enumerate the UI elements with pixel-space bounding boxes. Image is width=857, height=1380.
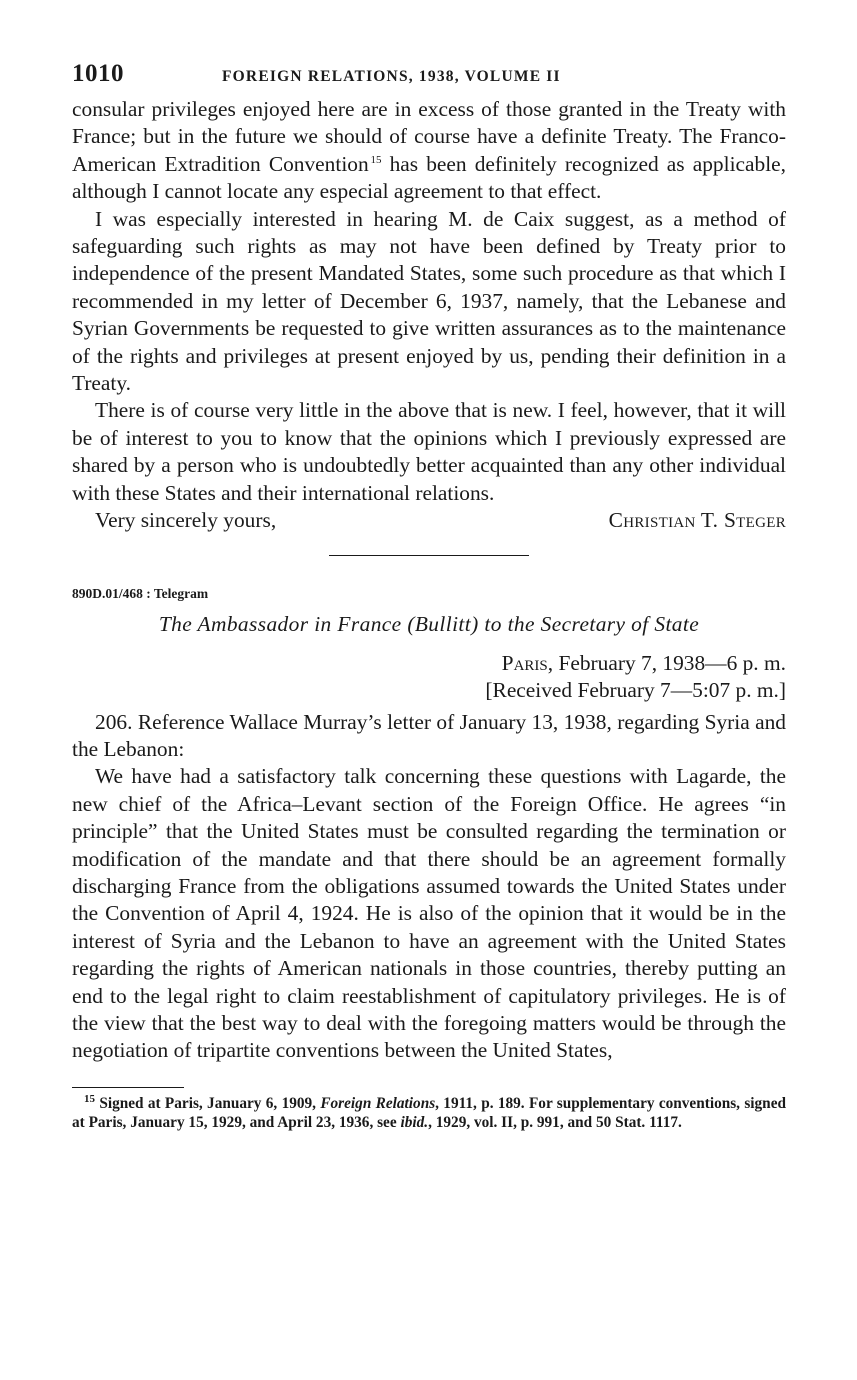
received-line: [Received February 7—5:07 p. m.] <box>485 677 786 702</box>
footnote <box>72 1094 786 1133</box>
footnote-rule <box>72 1087 184 1088</box>
telegram-paragraph-2: We have had a satisfactory talk concerning these questions with Lagarde, the new chief of the Africa–Levant section of the Foreign Office. He agrees “in principle” that the United States must be consulted regarding the termination or modification of the mandate and that there should be an agreement formally discharging France from the obligations assumed towards the United States under the Convention of April 4, 1924. He is also of the opinion that it would be in the interest of Syria and the Lebanon to have an agreement with the United States regarding the rights of American nationals in those countries, thereby putting an end to the legal right to claim reestablishment of capitulatory privileges. He is of the view that the best way to deal with the foregoing matters would be through the negotiation of tripartite conventions between the United States, <box>72 764 786 1063</box>
document-title: The Ambassador in France (Bullitt) to the Secretary of State <box>158 611 700 636</box>
letter-paragraph-1-continuation: has been definitely recognized as applicable, although I cannot locate any especial agreement to that effect. <box>72 151 786 204</box>
running-title: FOREIGN RELATIONS, 1938, VOLUME II <box>222 68 561 85</box>
dateline-place: Paris <box>501 650 548 675</box>
letter-paragraph-3: There is of course very little in the above that is new. I feel, however, that it will be of interest to you to know that the opinions which I previously expressed are shared by a person who is undoubtedly better acquainted than any other individual with these States and their international relations. <box>72 398 786 505</box>
dateline <box>72 650 786 704</box>
letter-paragraph-1-text: consular privileges enjoyed here are in excess of those granted in the Treaty with France; but in the future we should of course have a definite Treaty. The Franco-American Extradition Convention <box>72 97 786 176</box>
page-number: 1010 <box>72 60 124 87</box>
footnote-mark: 15 <box>84 1092 95 1105</box>
telegram-section <box>72 586 786 1065</box>
telegram-paragraph-1: 206. Reference Wallace Murray’s letter of January 13, 1938, regarding Syria and the Lebanon: <box>72 709 786 761</box>
letter-paragraph-1 <box>72 96 786 206</box>
footnote-text-c: , 1929, vol. II, p. 991, and 50 Stat. 1117. <box>428 1114 682 1132</box>
footnote-source-b: ibid. <box>400 1114 429 1132</box>
section-divider <box>329 555 529 556</box>
document-page <box>72 60 786 1148</box>
letter-paragraph-2: I was especially interested in hearing M. de Caix suggest, as a method of safeguarding such rights as may not have been defined by Treaty prior to independence of the present Mandated States, some such procedure as that which I recommended in my letter of December 6, 1937, namely, that the Lebanese and Syrian Governments be requested to give written assurances as to the maintenance of the rights and privileges at present enjoyed by us, pending their definition in a Treaty. <box>72 206 786 396</box>
file-reference: 890D.01/468 : Telegram <box>72 585 209 601</box>
running-header <box>72 60 786 96</box>
footnote-text-a: Signed at Paris, January 6, 1909, <box>95 1094 321 1112</box>
footnote-source-a: Foreign Relations <box>320 1094 436 1112</box>
footnote-text-b: , 1911, p. 189. For supplementary conventions, signed at Paris, January 15, 1929, and April 23, 1936, see <box>72 1094 786 1132</box>
complimentary-close: Very sincerely yours, <box>95 508 277 533</box>
dateline-date: , February 7, 1938—6 p. m. <box>547 650 786 675</box>
letter-section <box>72 96 786 535</box>
footnote-reference[interactable]: 15 <box>370 153 382 166</box>
signature: Christian T. Steger <box>608 508 786 533</box>
letter-closing <box>72 507 786 534</box>
